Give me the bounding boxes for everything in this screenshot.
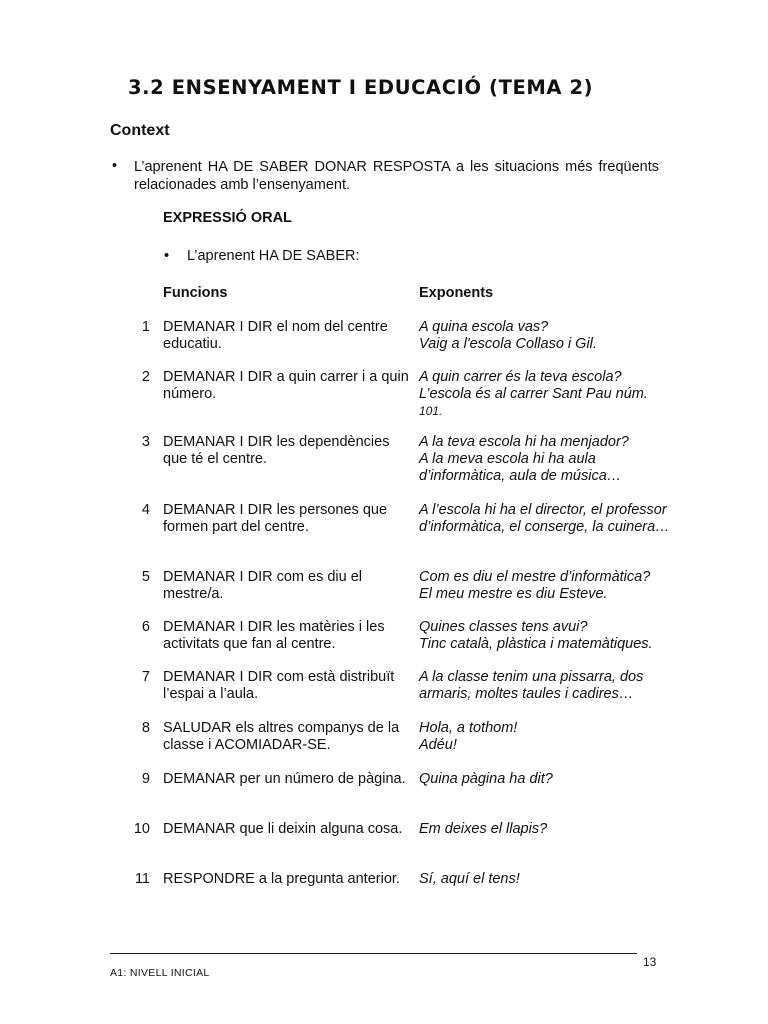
exponent-cell (419, 821, 681, 838)
exponent-line: Quines classes tens avui? (419, 619, 588, 635)
row-number: 8 (141, 720, 150, 736)
exponent-line: A la classe tenim una pissarra, dos armaris, moltes taules i cadires… (419, 669, 644, 702)
exponent-line: A quina escola vas? (419, 319, 549, 335)
exponent-line: Quina pàgina ha dit? (419, 771, 553, 787)
exponent-cell (419, 871, 681, 888)
function-cell: DEMANAR I DIR les dependències que té el centre. (163, 434, 390, 467)
exponent-cell (419, 569, 681, 603)
exponent-line: Com es diu el mestre d’informàtica? (419, 569, 651, 585)
exponent-cell (419, 720, 681, 754)
function-cell: DEMANAR I DIR el nom del centre educatiu. (163, 319, 388, 352)
row-number: 4 (141, 502, 150, 518)
exponent-line: Vaig a l'escola Collaso i Gil. (419, 336, 597, 352)
function-cell: DEMANAR I DIR com està distribuït l’espai a l’aula. (163, 669, 395, 702)
exponent-cell (419, 619, 681, 653)
exponent-line: Sí, aquí el tens! (419, 871, 520, 887)
row-number: 5 (141, 569, 150, 585)
function-cell: RESPONDRE a la pregunta anterior. (163, 871, 400, 887)
function-cell: DEMANAR per un número de pàgina. (163, 771, 406, 787)
exponent-line: A quin carrer és la teva escola? (419, 369, 622, 385)
exponent-line: Em deixes el llapis? (419, 821, 548, 837)
exponent-line: A la teva escola hi ha menjador? (419, 434, 629, 450)
row-number: 6 (141, 619, 150, 635)
exponent-line: A l’escola hi ha el director, el professor d’informàtica, el conserge, la cuinera… (419, 502, 670, 535)
function-cell: DEMANAR I DIR les persones que formen part del centre. (163, 502, 388, 535)
intro-paragraph: L’aprenent HA DE SABER DONAR RESPOSTA a les situacions més freqüents relacionades amb l’ensenyament. (134, 159, 659, 193)
row-number: 2 (141, 369, 150, 385)
exponent-cell (419, 502, 681, 536)
row-number: 9 (141, 771, 150, 787)
exponent-cell (419, 434, 681, 485)
exponent-line: Adéu! (419, 737, 457, 753)
function-cell: DEMANAR I DIR les matèries i les activitats que fan al centre. (163, 619, 385, 652)
exponent-line: A la meva escola hi ha aula d’informàtica, aula de música… (419, 451, 622, 484)
function-cell: DEMANAR I DIR a quin carrer i a quin número. (163, 369, 409, 402)
exponent-line: L’escola és al carrer Sant Pau núm. (419, 386, 648, 402)
exponent-cell (419, 369, 681, 420)
row-number: 11 (134, 871, 150, 887)
exponent-line: 101. (419, 404, 443, 418)
row-number: 7 (141, 669, 150, 685)
row-number: 1 (141, 319, 150, 335)
exponent-line: Tinc català, plàstica i matemàtiques. (419, 636, 653, 652)
function-cell: DEMANAR I DIR com es diu el mestre/a. (163, 569, 363, 602)
function-cell: DEMANAR que li deixin alguna cosa. (163, 821, 403, 837)
bullet-marker: • (164, 248, 170, 264)
skills-intro: L’aprenent HA DE SABER: (187, 248, 360, 264)
footer-label: A1: NIVELL INICIAL (110, 967, 210, 979)
row-number: 3 (141, 434, 150, 450)
context-heading: Context (110, 122, 170, 139)
section-heading: EXPRESSIÓ ORAL (163, 210, 292, 226)
function-cell: SALUDAR els altres companys de la classe i ACOMIADAR-SE. (163, 720, 400, 753)
row-number: 10 (133, 821, 150, 837)
exponent-cell (419, 771, 681, 788)
page-title: 3.2 ENSENYAMENT I EDUCACIÓ (TEMA 2) (128, 76, 594, 99)
exponent-cell (419, 669, 681, 703)
exponent-line: El meu mestre es diu Esteve. (419, 586, 608, 602)
page-number: 13 (643, 955, 657, 969)
exponent-line: Hola, a tothom! (419, 720, 518, 736)
footer-divider (110, 953, 637, 954)
bullet-marker: • (112, 158, 118, 174)
functions-column-header: Funcions (163, 285, 228, 301)
exponent-cell (419, 319, 681, 353)
exponents-column-header: Exponents (419, 285, 494, 301)
